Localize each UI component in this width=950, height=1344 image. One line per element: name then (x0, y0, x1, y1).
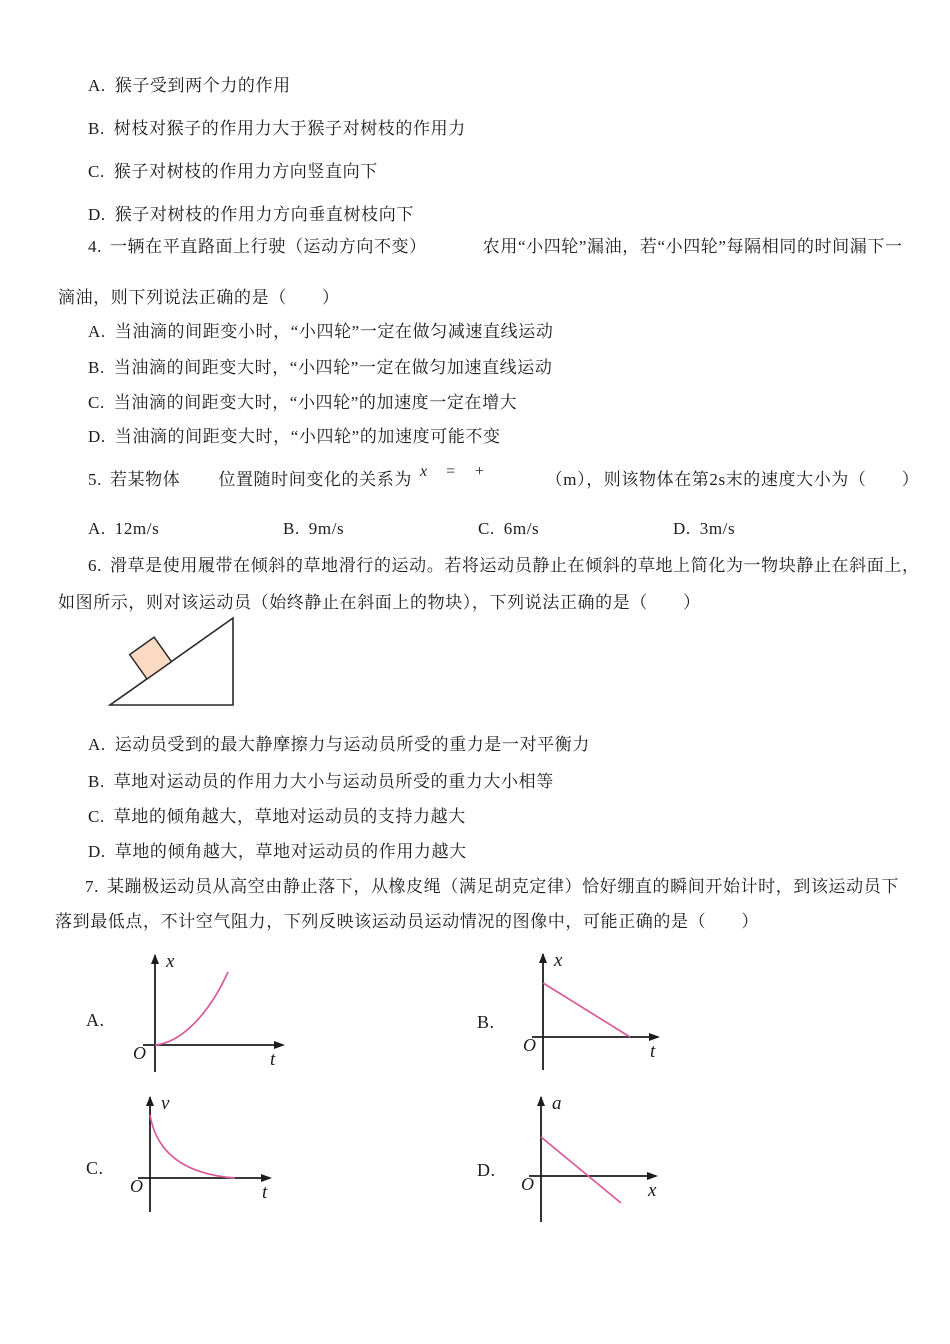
option-letter: A. (88, 76, 106, 95)
option-text: 当油滴的间距变大时，“小四轮”一定在做匀加速直线运动 (113, 358, 553, 377)
option-letter: A. (88, 735, 106, 754)
option-letter: C. (88, 162, 105, 181)
y-axis-arrow (151, 954, 159, 964)
q7-stem-line1: 7. 某蹦极运动员从高空由静止落下，从橡皮绳（满足胡克定律）恰好绷直的瞬间开始计时，到该运动员下 (85, 877, 899, 896)
option-letter: C. (478, 519, 495, 538)
graph-a-xt (128, 946, 293, 1081)
q6-stem-line1: 6. 滑草是使用履带在倾斜的草地滑行的运动。若将运动员静止在倾斜的草地上简化为一物块静止在斜面上， (88, 556, 920, 575)
q6-option-a (88, 735, 590, 755)
q7-stem-line2: 落到最低点，不计空气阻力，下列反映该运动员运动情况的图像中，可能正确的是（ ） (55, 912, 759, 931)
x-axis-label: x (648, 1180, 657, 1201)
q6-option-b (88, 772, 554, 792)
x-axis-arrow (274, 1041, 285, 1049)
option-text: 草地对运动员的作用力大小与运动员所受的重力大小相等 (113, 772, 554, 791)
option-letter: B. (283, 519, 300, 538)
question-number: 5. (88, 470, 102, 489)
origin-label: O (133, 1043, 146, 1063)
option-text: 当油滴的间距变大时，“小四轮”的加速度一定在增大 (113, 393, 518, 412)
graph-c-vt (123, 1088, 288, 1223)
graph-a-label: A. (86, 1010, 105, 1030)
line-crossing-axis (541, 1137, 621, 1203)
q5-option-c (478, 519, 539, 539)
y-axis-label: x (554, 950, 563, 971)
option-text: 9m/s (308, 519, 345, 538)
question-number: 4. (88, 237, 102, 256)
q6-option-d (88, 842, 467, 862)
option-text: 猴子受到两个力的作用 (114, 76, 291, 95)
option-letter: D. (88, 205, 106, 224)
option-text: 当油滴的间距变大时，“小四轮”的加速度可能不变 (114, 427, 501, 446)
option-letter: C. (88, 393, 105, 412)
curve-concave-up (155, 972, 228, 1045)
option-letter: A. (88, 519, 106, 538)
q4-stem-line2: 滴油，则下列说法正确的是（ ） (58, 288, 340, 307)
option-letter: C. (88, 807, 105, 826)
option-text: 3m/s (699, 519, 736, 538)
q4-option-a (88, 322, 553, 342)
curve-decaying (150, 1115, 235, 1178)
q4-option-d (88, 427, 501, 447)
x-axis-arrow (649, 1033, 660, 1041)
option-text: 6m/s (503, 519, 540, 538)
q6-option-c (88, 807, 466, 827)
q6-stem-line2: 如图所示，则对该运动员（始终静止在斜面上的物块），下列说法正确的是（ ） (58, 593, 701, 612)
origin-label: O (523, 1035, 536, 1055)
origin-label: O (130, 1176, 143, 1196)
graph-b-label: B. (477, 1012, 495, 1032)
question-number: 6. (88, 556, 102, 575)
q4-stem-line1: 4. 一辆在平直路面上行驶（运动方向不变） 农用“小四轮”漏油，若“小四轮”每隔相同的时间漏下一 (88, 237, 903, 256)
q5-stem: 5. 若某物体 位置随时间变化的关系为 x = + （m），则该物体在第2s末的速度大小为（ ） (88, 463, 920, 489)
origin-label: O (521, 1174, 534, 1194)
option-text: 当油滴的间距变小时，“小四轮”一定在做匀减速直线运动 (114, 322, 554, 341)
y-axis-arrow (146, 1096, 154, 1106)
option-text: 猴子对树枝的作用力方向竖直向下 (113, 162, 378, 181)
option-letter: D. (88, 427, 106, 446)
incline-figure (105, 615, 245, 710)
option-text: 猴子对树枝的作用力方向垂直树枝向下 (114, 205, 414, 224)
option-text: 草地的倾角越大，草地对运动员的支持力越大 (113, 807, 466, 826)
question-number: 7. (85, 877, 99, 896)
q4-option-b (88, 358, 553, 378)
q4-option-c (88, 393, 517, 413)
x-axis-label: t (650, 1041, 656, 1062)
option-letter: B. (88, 358, 105, 377)
graph-d-label: D. (477, 1160, 496, 1180)
q3-option-c (88, 162, 378, 182)
y-axis-label: a (552, 1093, 562, 1114)
q3-option-b (88, 119, 466, 139)
graph-d-ax (513, 1088, 678, 1238)
x-axis-label: t (262, 1182, 268, 1203)
option-text: 12m/s (114, 519, 160, 538)
graph-b-xt (518, 946, 683, 1081)
q5-option-b (283, 519, 344, 539)
q5-option-d (673, 519, 735, 539)
q3-option-a (88, 76, 291, 96)
option-letter: D. (88, 842, 106, 861)
line-decreasing (543, 983, 630, 1037)
option-letter: D. (673, 519, 691, 538)
x-axis-arrow (261, 1174, 272, 1182)
x-axis-label: t (270, 1049, 276, 1070)
y-axis-arrow (537, 1096, 545, 1106)
option-letter: B. (88, 119, 105, 138)
y-axis-arrow (539, 953, 547, 963)
q5-option-a (88, 519, 159, 539)
option-text: 树枝对猴子的作用力大于猴子对树枝的作用力 (113, 119, 466, 138)
option-letter: B. (88, 772, 105, 791)
x-axis-arrow (647, 1172, 658, 1180)
option-letter: A. (88, 322, 106, 341)
y-axis-label: x (166, 951, 175, 972)
graph-c-label: C. (86, 1158, 104, 1178)
y-axis-label: v (161, 1093, 170, 1114)
option-text: 运动员受到的最大静摩擦力与运动员所受的重力是一对平衡力 (114, 735, 590, 754)
option-text: 草地的倾角越大，草地对运动员的作用力越大 (114, 842, 467, 861)
q3-option-d (88, 205, 414, 225)
position-time-formula: x = + (419, 463, 485, 480)
